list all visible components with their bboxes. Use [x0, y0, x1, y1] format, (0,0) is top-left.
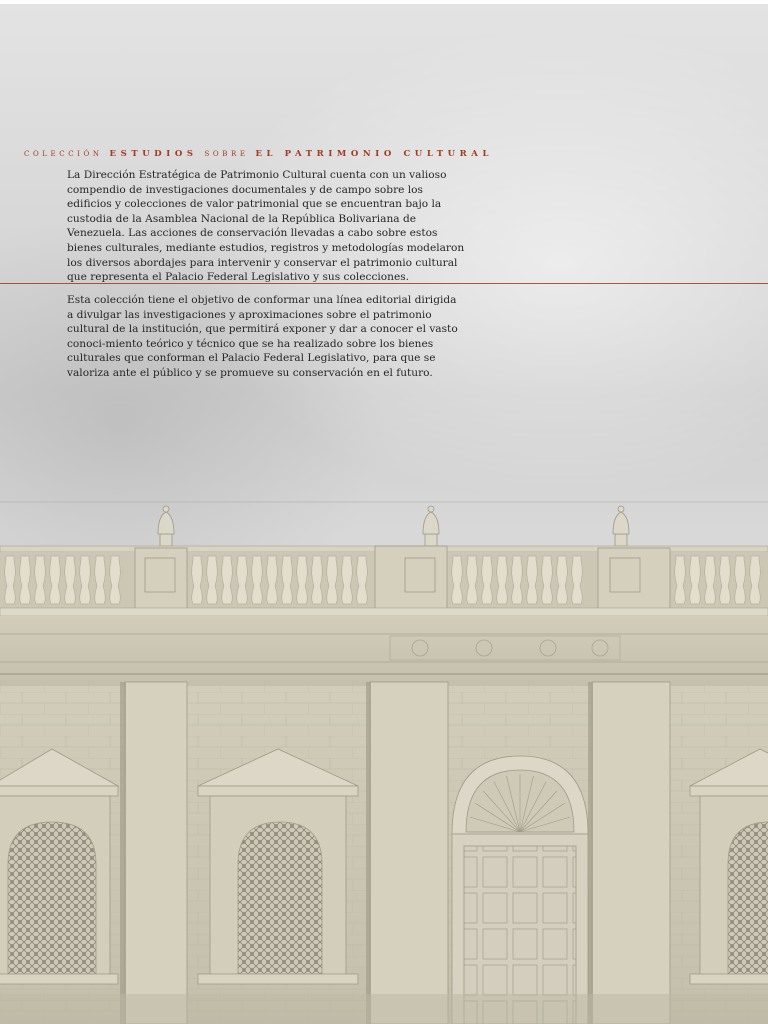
- baluster: [467, 556, 478, 604]
- urn-center: [423, 506, 439, 546]
- baluster: [482, 556, 493, 604]
- baluster: [720, 556, 731, 604]
- baluster: [50, 556, 61, 604]
- baluster: [750, 556, 761, 604]
- baluster: [512, 556, 523, 604]
- main-door: [452, 756, 588, 1024]
- baluster: [312, 556, 323, 604]
- window-right: [690, 749, 768, 984]
- heading-word-patrimonio: EL PATRIMONIO CULTURAL: [255, 149, 494, 159]
- baluster: [297, 556, 308, 604]
- baluster: [20, 556, 31, 604]
- baluster: [557, 556, 568, 604]
- urn-left: [158, 506, 174, 546]
- baluster: [282, 556, 293, 604]
- baluster: [572, 556, 583, 604]
- baluster: [452, 556, 463, 604]
- baluster: [35, 556, 46, 604]
- baluster: [65, 556, 76, 604]
- baluster: [357, 556, 368, 604]
- baluster: [497, 556, 508, 604]
- baluster: [80, 556, 91, 604]
- divider-rule: [0, 283, 768, 284]
- baluster: [222, 556, 233, 604]
- baluster: [690, 556, 701, 604]
- heading-word-estudios: ESTUDIOS: [109, 149, 198, 159]
- baluster: [110, 556, 121, 604]
- baluster: [735, 556, 746, 604]
- baluster: [342, 556, 353, 604]
- baluster: [95, 556, 106, 604]
- heading-word-coleccion: COLECCIÓN: [24, 150, 103, 158]
- intro-paragraph: La Dirección Estratégica de Patrimonio Cultural cuenta con un valioso compendio de investigaciones documentales y de campo sobre los edificios y colecciones de valor patrimonial que se encuentran bajo la custodia de la Asamblea Nacional de la República Bolivariana de Venezuela. Las acciones de conservación llevadas a cabo sobre estos bienes culturales, mediante estudios, registros y metodologías modelaron los diversos abordajes para intervenir y conservar el patrimonio cultural que representa el Palacio Federal Legislativo y sus colecciones.: [67, 169, 465, 284]
- baluster: [267, 556, 278, 604]
- window-left: [0, 749, 118, 984]
- baluster: [207, 556, 218, 604]
- objective-paragraph: Esta colección tiene el objetivo de conformar una línea editorial dirigida a divulgar las investigaciones y aproximaciones sobre el patrimonio cultural de la institución, que permitirá exponer y dar a conocer el vasto conoci-miento teórico y técnico que se ha realizado sobre los bienes culturales que conforman el Palacio Federal Legislativo, para que se valoriza ante el público y se promueve su conservación en el futuro.: [67, 294, 458, 379]
- baluster: [675, 556, 686, 604]
- palacio-facade-illustration: [0, 494, 768, 1024]
- baluster: [5, 556, 16, 604]
- window-center-left: [198, 749, 358, 984]
- baluster: [192, 556, 203, 604]
- baluster: [542, 556, 553, 604]
- baluster: [705, 556, 716, 604]
- urn-right: [613, 506, 629, 546]
- baluster: [527, 556, 538, 604]
- collection-heading: [24, 149, 493, 159]
- baluster: [327, 556, 338, 604]
- baluster: [252, 556, 263, 604]
- baluster: [237, 556, 248, 604]
- book-page: [0, 4, 768, 1024]
- heading-word-sobre: SOBRE: [204, 150, 249, 158]
